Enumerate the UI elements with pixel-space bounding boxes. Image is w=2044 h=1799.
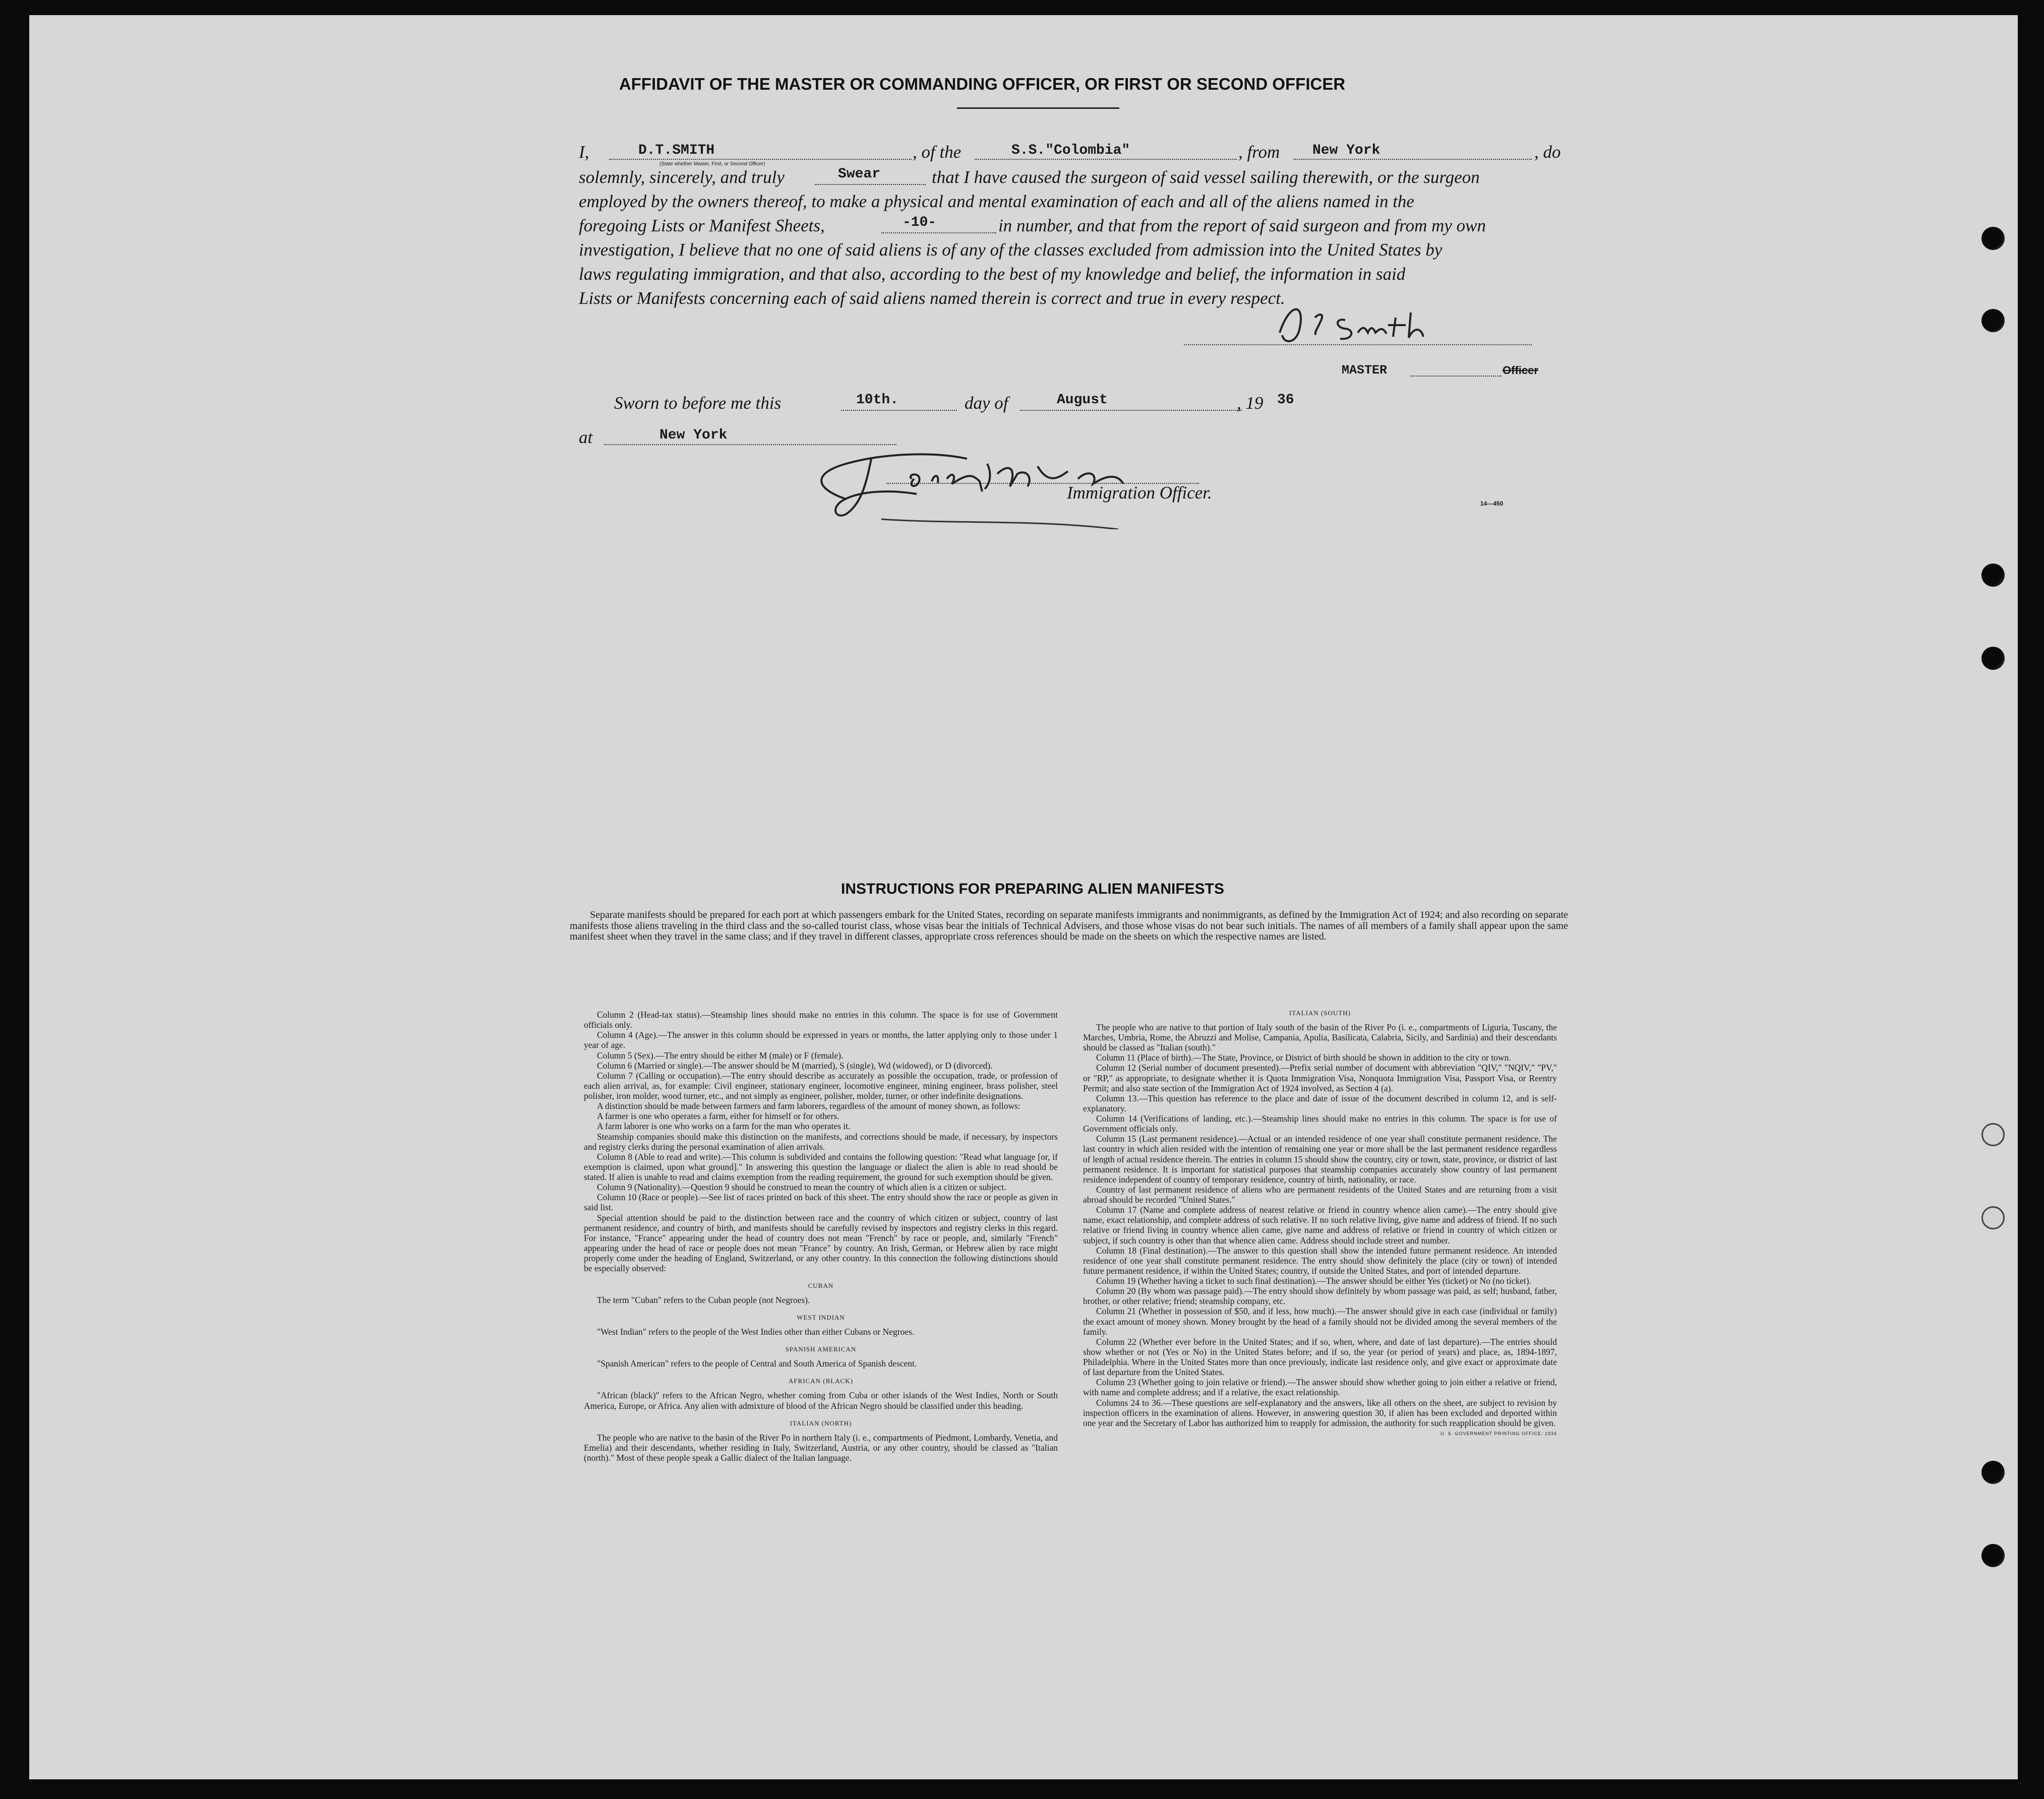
instruction-paragraph: A farm laborer is one who works on a farm for the man who operates it. bbox=[597, 1121, 851, 1132]
text: Lists or Manifests concerning each of said aliens named therein is correct and true in every respect. bbox=[579, 288, 1285, 308]
oath-line bbox=[815, 184, 926, 185]
sheets-value: -10- bbox=[903, 215, 937, 230]
sworn-month-value: August bbox=[1057, 392, 1108, 408]
instruction-paragraph: "Spanish American" refers to the people of Central and South America of Spanish descent. bbox=[597, 1358, 917, 1369]
instruction-paragraph: Column 9 (Nationality).—Question 9 should be construed to mean the country of which alien is a citizen or subject. bbox=[597, 1182, 1006, 1193]
text: employed by the owners thereof, to make a physical and mental examination of each and all of the aliens named in the bbox=[579, 192, 1414, 211]
month-line bbox=[1020, 410, 1242, 411]
instruction-paragraph: Column 8 (Able to read and write).—This column is subdivided and contains the following question: "Read what language [or, if exemption is claimed, upon what ground]." In answering this question the language or dialect the alien is able to read should be stated. If alien is unable to read and claims exemption from the reading requirement, the ground for such exemption should be given. bbox=[584, 1151, 1058, 1182]
name-line bbox=[609, 159, 912, 160]
instructions-intro bbox=[570, 910, 1568, 943]
instruction-paragraph: The term "Cuban" refers to the Cuban people (not Negroes). bbox=[597, 1295, 810, 1306]
punch-hole bbox=[1981, 564, 2005, 587]
text: I, bbox=[579, 142, 589, 162]
instruction-paragraph: "African (black)" refers to the African Negro, whether coming from Cuba or other islands of the West Indies, North or South America, Europe, or Africa. Any alien with admixture of blood of the African Negro should be classified under this heading. bbox=[584, 1390, 1058, 1411]
vessel-line bbox=[975, 159, 1237, 160]
instruction-paragraph: Column 7 (Calling or occupation).—The entry should describe as accurately as possible the occupation, trade, or profession of each alien arrival, as, for example: Civil engineer, stationary engineer, locomotive engineer, mining engineer, brass polisher, steel polisher, iron molder, wood turner, etc., and not simply as engineer, polisher, molder, turner, or other indefinite designations. bbox=[584, 1070, 1058, 1101]
sworn-year-value: 36 bbox=[1277, 392, 1294, 408]
instruction-paragraph: Column 18 (Final destination).—The answer to this question shall show the intended future permanent residence. An intended residence of one year shall constitute permanent residence. The entry should show definitely the place (city or town) of intended future permanent residence, if within the United States; country, if outside the United States, and port of intended departure. bbox=[1083, 1245, 1557, 1276]
officer-name-value: D.T.SMITH bbox=[638, 143, 715, 158]
instruction-paragraph: The people who are native to the basin of the River Po in northern Italy (i. e., compartments of Piedmont, Lombardy, Venetia, and Emelia) and their descendants, whether residing in Italy, Switzerland, Austria, or any other country, should be classed as "Italian (north)." Most of these people speak a Gallic dialect of the Italian language. bbox=[584, 1432, 1058, 1463]
punch-hole bbox=[1981, 1206, 2005, 1229]
instruction-paragraph: A distinction should be made between farmers and farm laborers, regardless of the amount of money shown, as follows: bbox=[597, 1101, 1020, 1111]
punch-hole bbox=[1981, 309, 2005, 332]
section-heading: WEST INDIAN bbox=[797, 1314, 845, 1322]
title-rule bbox=[957, 107, 1119, 109]
oath-value: Swear bbox=[838, 166, 881, 182]
rank-struck-text: Officer bbox=[1502, 364, 1538, 377]
text: at bbox=[579, 427, 593, 447]
master-signature-line bbox=[1184, 344, 1532, 345]
form-number: 14—450 bbox=[1480, 500, 1504, 507]
text: in number, and that from the report of said surgeon and from my own bbox=[998, 216, 1486, 235]
text: investigation, I believe that no one of said aliens is of any of the classes excluded from admission into the United States by bbox=[579, 240, 1442, 260]
section-heading: AFRICAN (BLACK) bbox=[788, 1377, 854, 1385]
instruction-paragraph: Column 14 (Verifications of landing, etc.).—Steamship lines should make no entries in this column. The space is for use of Government officials only. bbox=[1083, 1113, 1557, 1134]
document-page bbox=[29, 15, 2018, 1779]
instruction-paragraph: Country of last permanent residence of aliens who are permanent residents of the United States and are returning from a visit abroad should be recorded "United States." bbox=[1083, 1184, 1557, 1205]
instruction-paragraph: Columns 24 to 36.—These questions are self-explanatory and the answers, like all others on the sheet, are subject to revision by inspection officers in the examination of aliens. However, in answering question 30, if alien has been excluded and deported within one year and the Secretary of Labor has authorized him to reapply for admission, the authority for such reapplication should be given. bbox=[1083, 1397, 1557, 1428]
day-line bbox=[841, 410, 957, 411]
instruction-paragraph: Column 6 (Married or single).—The answer should be M (married), S (single), Wd (widowed), or D (divorced). bbox=[597, 1060, 993, 1071]
instruction-paragraph: Special attention should be paid to the distinction between race and the country of which citizen or subject, country of last permanent residence, and country of birth, and manifests should be carefully revised by inspectors and registry clerks in this regard. For instance, "France" appearing under the head of country does not mean "French" by race or people, and, similarly "French" appearing under the head of race or people does not mean "France" by country. An Irish, German, or Hebrew alien by race might properly come under the heading of England, Switzerland, or any other country. In this connection the following distinctions should be especially observed: bbox=[584, 1212, 1058, 1274]
affidavit-title: AFFIDAVIT OF THE MASTER OR COMMANDING OFFICER, OR FIRST OR SECOND OFFICER bbox=[619, 75, 1346, 93]
text: , of the bbox=[913, 142, 961, 162]
punch-hole bbox=[1981, 227, 2005, 250]
text: , 19 bbox=[1237, 393, 1264, 413]
text: laws regulating immigration, and that also, according to the best of my knowledge and belief, the information in said bbox=[579, 264, 1406, 284]
instruction-paragraph: The people who are native to that portion of Italy south of the basin of the River Po (i. e., compartments of Liguria, Tuscany, the Marches, Umbria, Rome, the Abruzzi and Molise, Campania, Apulia, Basilicata, Calabria, Sicily, and Sardinia) and their descendants should be classed as "Italian (south)." bbox=[1083, 1022, 1557, 1053]
punch-hole bbox=[1981, 647, 2005, 670]
instruction-paragraph: Column 23 (Whether going to join relative or friend).—The answer should show whether going to join either a relative or friend, with name and complete address; and if a relative, the exact relationship. bbox=[1083, 1377, 1557, 1398]
at-place-value: New York bbox=[659, 427, 728, 443]
section-heading: SPANISH AMERICAN bbox=[785, 1345, 857, 1353]
text: solemnly, sincerely, and truly bbox=[579, 167, 785, 187]
section-heading: ITALIAN (SOUTH) bbox=[1289, 1009, 1351, 1017]
name-note: (State whether Master, First, or Second Officer) bbox=[659, 161, 765, 167]
text: , from bbox=[1238, 142, 1280, 162]
printer-imprint: U. S. GOVERNMENT PRINTING OFFICE: 1934 bbox=[1440, 1431, 1557, 1436]
instruction-paragraph: A farmer is one who operates a farm, either for himself or for others. bbox=[597, 1111, 839, 1122]
text: , do bbox=[1534, 142, 1561, 162]
punch-hole bbox=[1981, 1461, 2005, 1484]
sheets-line bbox=[881, 232, 996, 233]
instruction-paragraph: Column 2 (Head-tax status).—Steamship lines should make no entries in this column. The space is for use of Government officials only. bbox=[584, 1010, 1058, 1030]
instruction-paragraph: Column 19 (Whether having a ticket to such final destination).—The answer should be either Yes (ticket) or No (no ticket). bbox=[1096, 1276, 1532, 1286]
instruction-paragraph: Column 21 (Whether in possession of $50, and if less, how much).—The answer should give in each case (individual or family) the exact amount of money shown. Money brought by the head of a family should not be divided among the several members of the family. bbox=[1083, 1306, 1557, 1337]
instructions-right-column bbox=[1083, 1010, 1557, 1436]
rank-line bbox=[1411, 376, 1501, 377]
instruction-paragraph: "West Indian" refers to the people of the West Indies other than either Cubans or Negroes. bbox=[597, 1327, 915, 1337]
instruction-paragraph: Column 10 (Race or people).—See list of races printed on back of this sheet. The entry should show the race or people as given in said list. bbox=[584, 1192, 1058, 1213]
instruction-paragraph: Column 20 (By whom was passage paid).—The entry should show definitely by whom passage was paid, as self; husband, father, brother, or other relative; friend; steamship company, etc. bbox=[1083, 1286, 1557, 1307]
text: Sworn to before me this bbox=[614, 393, 781, 413]
from-port-value: New York bbox=[1312, 143, 1380, 158]
punch-hole bbox=[1981, 1123, 2005, 1146]
from-line bbox=[1294, 159, 1532, 160]
section-heading: CUBAN bbox=[808, 1282, 834, 1290]
text: day of bbox=[965, 393, 1008, 413]
punch-hole bbox=[1981, 1544, 2005, 1567]
instruction-paragraph: Column 22 (Whether ever before in the United States; and if so, when, where, and date of last departure).—The entries should show whether or not (Yes or No) in the United States before; and if so, the year (or period of years) and place, as, 1894-1897, Philadelphia. Where in the United States more than once previously, indicate last residence only, and give exact or approximate date of last departure from the United States. bbox=[1083, 1336, 1557, 1378]
instruction-paragraph: Column 4 (Age).—The answer in this column should be expressed in years or months, the latter applying only to those under 1 year of age. bbox=[584, 1030, 1058, 1050]
text: that I have caused the surgeon of said vessel sailing therewith, or the surgeon bbox=[932, 167, 1480, 187]
instruction-paragraph: Column 12 (Serial number of document presented).—Prefix serial number of document with abbreviation "QIV," "NQIV," "PV," or "RP," as appropriate, to designate whether it is Quota Immigration Visa, Nonquota Immigration Visa, Passport Visa, or Reentry Permit; and also state section of the Immigration Act of 1924 involved, as Section 4 (a). bbox=[1083, 1063, 1557, 1093]
instruction-paragraph: Column 5 (Sex).—The entry should be either M (male) or F (female). bbox=[597, 1050, 844, 1061]
instruction-paragraph: Steamship companies should make this distinction on the manifests, and corrections should be made, if necessary, by inspectors and registry clerks during the personal examination of alien arrivals. bbox=[584, 1131, 1058, 1152]
section-heading: ITALIAN (NORTH) bbox=[790, 1419, 852, 1427]
instruction-paragraph: Column 15 (Last permanent residence).—Actual or an intended residence of one year shall constitute permanent residence. The last country in which alien resided with the intention of remaining one year or more shall be the last permanent residence regardless of length of actual residence therein. The entries in column 15 should show the country, city or town, state, province, or district of last permanent residence. It is important for statistical purposes that steamship companies accurately show country of last permanent residence independent of country of temporary residence, country of birth, nationality, or race. bbox=[1083, 1134, 1557, 1185]
instruction-paragraph: Column 13.—This question has reference to the place and date of issue of the document described in column 12, and is self-explanatory. bbox=[1083, 1093, 1557, 1113]
text: foregoing Lists or Manifest Sheets, bbox=[579, 216, 825, 235]
sworn-day-value: 10th. bbox=[856, 392, 899, 408]
officer-title: Immigration Officer. bbox=[1067, 483, 1212, 503]
instructions-left-column bbox=[584, 1010, 1058, 1463]
instruction-paragraph: Column 11 (Place of birth).—The State, Province, or District of birth should be shown in addition to the city or town. bbox=[1096, 1052, 1511, 1063]
vessel-value: S.S."Colombia" bbox=[1011, 143, 1130, 158]
instruction-paragraph: Column 17 (Name and complete address of nearest relative or friend in country whence alien came).—The entry should give name, exact relationship, and complete address of such relative. If no such relative living, give name and address of friend. If no such relative or friend living in country whence alien came, give name and address of relative or friend in country of which citizen or subject, if such country is other than that whence alien came. Address should include street and number. bbox=[1083, 1205, 1557, 1246]
instructions-title: INSTRUCTIONS FOR PREPARING ALIEN MANIFESTS bbox=[840, 881, 1225, 897]
rank-value: MASTER bbox=[1342, 363, 1388, 378]
intro-text: Separate manifests should be prepared for each port at which passengers embark for the United States, recording on separate manifests immigrants and nonimmigrants, as defined by the Immigration Act of 1924; and also recording on separate manifests those aliens traveling in the third class and the so-called tourist class, whose visas bear the initials of Technical Advisers, and those whose visas do not bear such initials. The names of all members of a family shall appear upon the same manifest sheet when they travel in the same class; and if they travel in different classes, appropriate cross references should be made on the sheets on which the respective names are listed. bbox=[570, 909, 1568, 943]
